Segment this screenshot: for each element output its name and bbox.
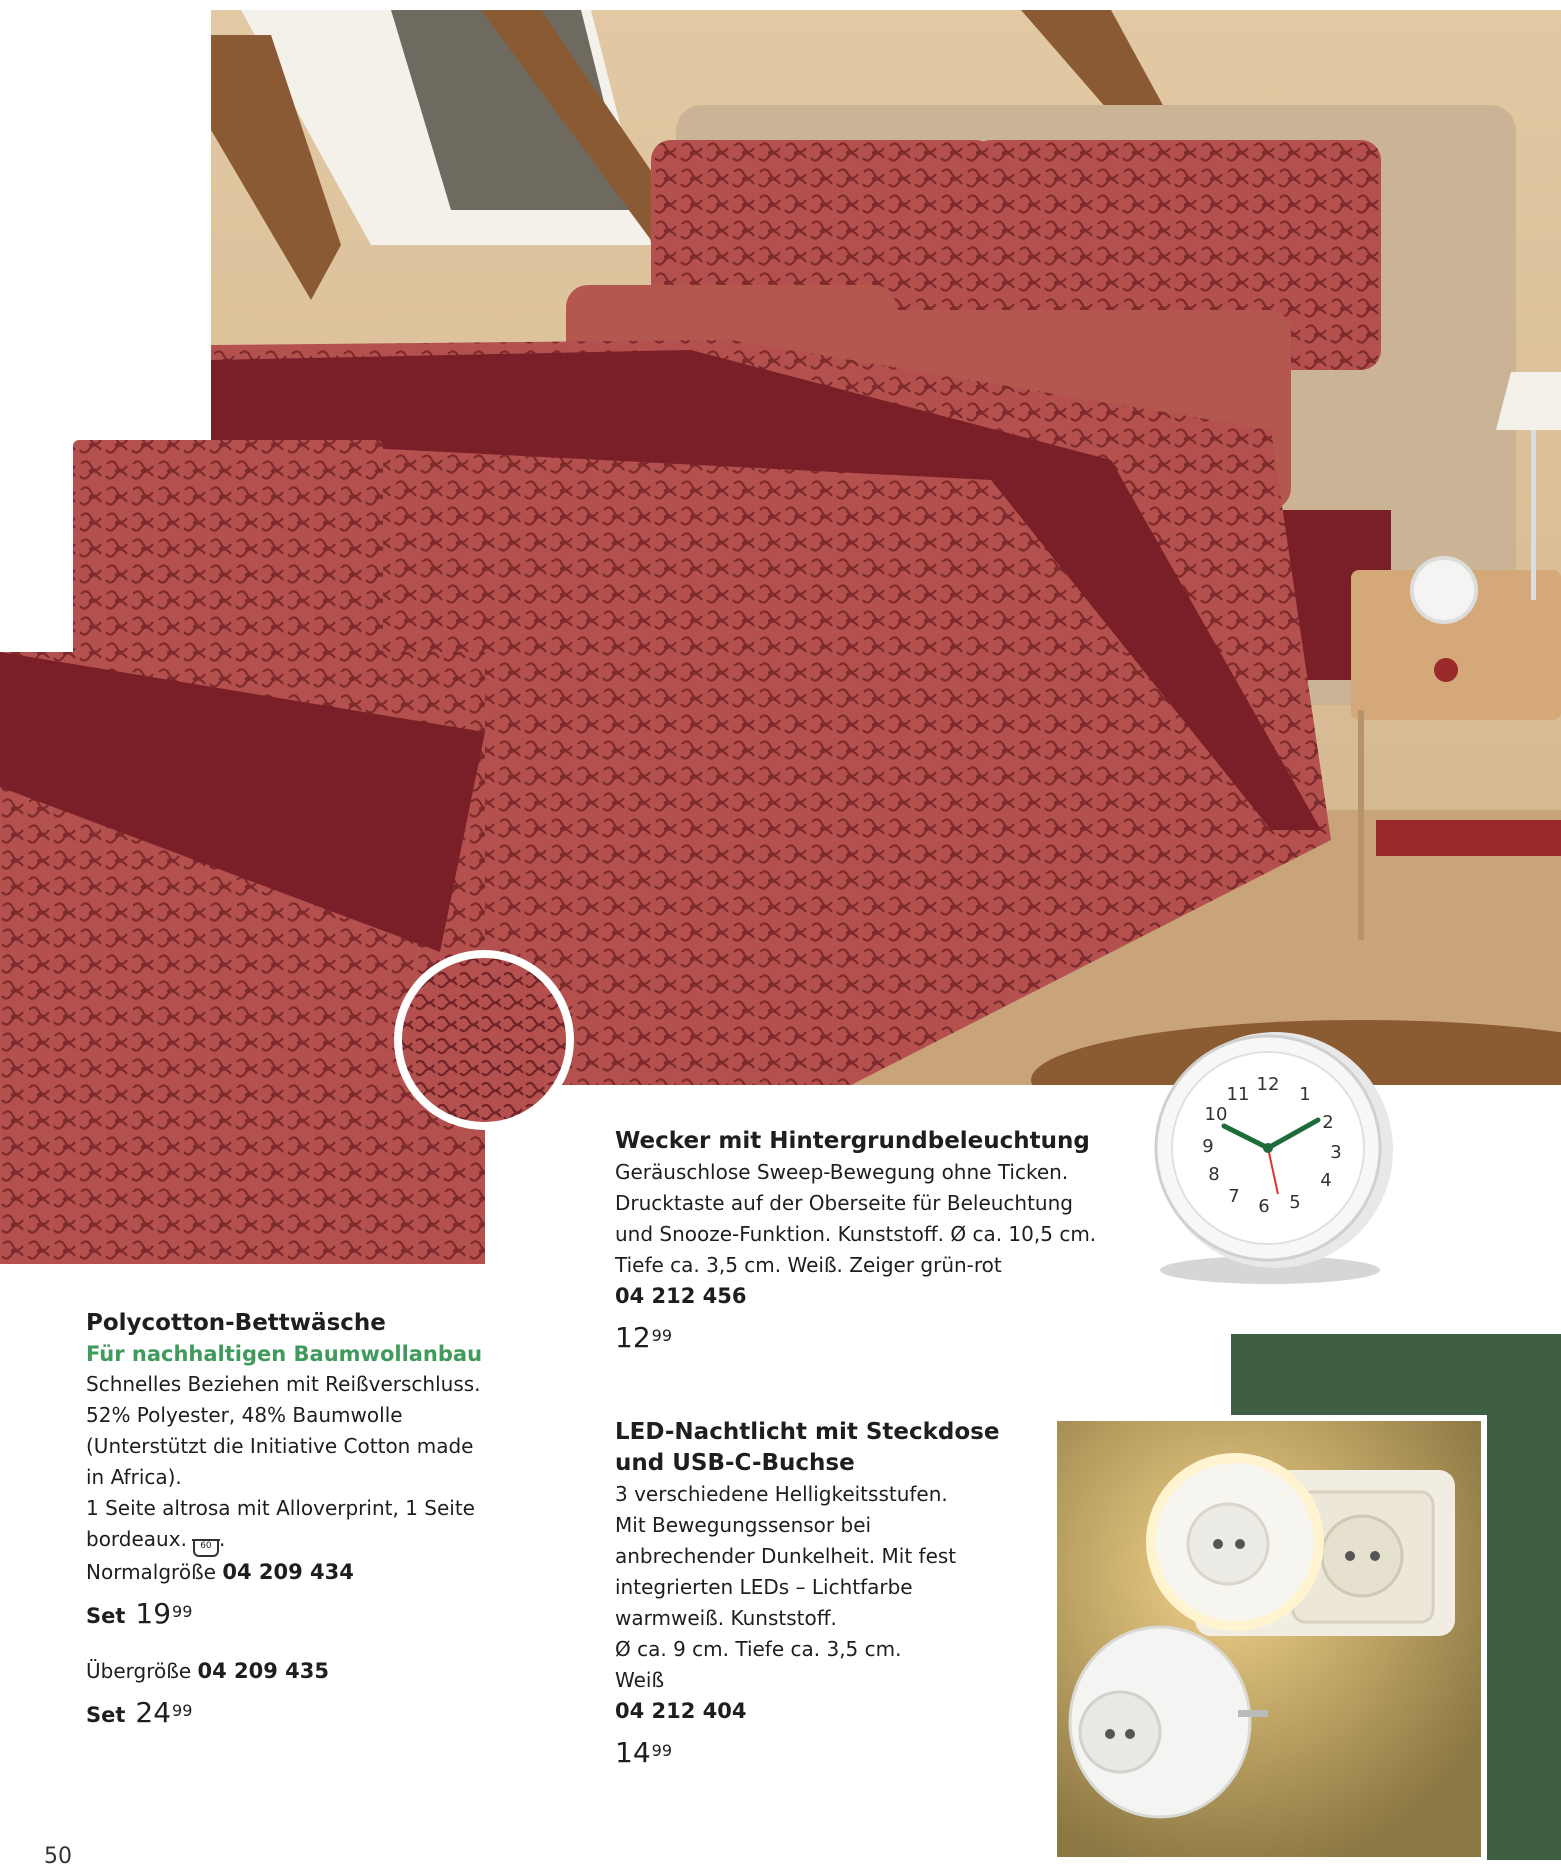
bedding-line-3: (Unterstützt die Initiative Cotton made xyxy=(86,1434,474,1458)
nightlight-line-1: 3 verschiedene Helligkeitsstufen. xyxy=(615,1482,948,1506)
nightlight-line-5: warmweiß. Kunststoff. xyxy=(615,1606,837,1630)
page-number: 50 xyxy=(44,1844,72,1869)
clock-line-3: und Snooze-Funktion. Kunststoff. Ø ca. 10,5 cm. xyxy=(615,1222,1097,1246)
nightlight-photo xyxy=(1050,1414,1490,1860)
clock-price xyxy=(615,1318,1135,1358)
dial-2: 2 xyxy=(1322,1112,1334,1133)
bedding-line-4: in Africa). xyxy=(86,1465,182,1489)
size-normal-label: Normalgröße xyxy=(86,1560,216,1584)
nightlight-price xyxy=(615,1733,1035,1773)
nightlight-line-7: Weiß xyxy=(615,1668,665,1692)
size-over-label: Übergröße xyxy=(86,1659,192,1683)
price-over xyxy=(86,1693,506,1735)
clock-sku: 04 212 456 xyxy=(615,1284,747,1308)
bedding-size-over xyxy=(86,1656,506,1687)
bedding-line-6-text: bordeaux. xyxy=(86,1527,187,1551)
dial-8: 8 xyxy=(1208,1164,1220,1185)
bedding-description xyxy=(86,1308,506,1735)
clock-title: Wecker mit Hintergrundbeleuchtung xyxy=(615,1128,1090,1154)
dial-11: 11 xyxy=(1226,1084,1250,1105)
bedding-subtitle: Für nachhaltigen Baumwollanbau xyxy=(86,1342,483,1366)
dial-1: 1 xyxy=(1299,1084,1311,1105)
clock-line-1: Geräuschlose Sweep-Bewegung ohne Ticken. xyxy=(615,1160,1069,1184)
bedding-line-5: 1 Seite altrosa mit Alloverprint, 1 Seite xyxy=(86,1496,475,1520)
price-normal-cents: 99 xyxy=(172,1602,193,1621)
nightlight-price-cents: 99 xyxy=(651,1741,672,1760)
price-normal-main: 19 xyxy=(135,1597,172,1630)
dial-3: 3 xyxy=(1330,1142,1342,1163)
dial-4: 4 xyxy=(1320,1170,1332,1191)
alarm-clock-photo xyxy=(1140,1020,1400,1290)
size-normal-sku: 04 209 434 xyxy=(222,1560,354,1584)
set-label-over: Set xyxy=(86,1703,126,1727)
dial-7: 7 xyxy=(1228,1186,1240,1207)
nightlight-price-main: 14 xyxy=(615,1736,651,1769)
bedding-line-1: Schnelles Beziehen mit Reißverschluss. xyxy=(86,1372,481,1396)
bedding-line-6: bordeaux. 60 . xyxy=(86,1524,506,1557)
nightlight-title-1: LED-Nachtlicht mit Steckdose xyxy=(615,1419,1000,1445)
wash-60-icon: 60 xyxy=(193,1539,219,1557)
clock-description xyxy=(615,1126,1135,1358)
nightlight-title-2: und USB-C-Buchse xyxy=(615,1450,855,1476)
size-over-sku: 04 209 435 xyxy=(197,1659,330,1683)
dial-9: 9 xyxy=(1202,1136,1214,1157)
price-over-cents: 99 xyxy=(172,1701,193,1720)
dial-10: 10 xyxy=(1204,1104,1228,1125)
nightlight-line-4: integrierten LEDs – Lichtfarbe xyxy=(615,1575,913,1599)
price-normal xyxy=(86,1594,506,1636)
clock-line-2: Drucktaste auf der Oberseite für Beleuchtung xyxy=(615,1191,1073,1215)
nightlight-sku: 04 212 404 xyxy=(615,1699,747,1723)
nightlight-line-2: Mit Bewegungssensor bei xyxy=(615,1513,872,1537)
bedding-line-2: 52% Polyester, 48% Baumwolle xyxy=(86,1403,403,1427)
bedding-title: Polycotton-Bettwäsche xyxy=(86,1310,386,1336)
bedding-size-normal xyxy=(86,1557,506,1588)
clock-price-cents: 99 xyxy=(651,1326,672,1345)
fabric-swatch-circle xyxy=(392,948,576,1132)
nightlight-description xyxy=(615,1417,1035,1773)
clock-price-main: 12 xyxy=(615,1321,651,1354)
clock-line-4: Tiefe ca. 3,5 cm. Weiß. Zeiger grün-rot xyxy=(615,1253,1002,1277)
bedding-flat-photo xyxy=(0,432,485,1264)
nightlight-line-3: anbrechender Dunkelheit. Mit fest xyxy=(615,1544,957,1568)
nightlight-line-6: Ø ca. 9 cm. Tiefe ca. 3,5 cm. xyxy=(615,1637,902,1661)
dial-12: 12 xyxy=(1256,1074,1280,1095)
price-over-main: 24 xyxy=(135,1696,172,1729)
dial-6: 6 xyxy=(1258,1196,1270,1217)
dial-5: 5 xyxy=(1289,1192,1301,1213)
set-label: Set xyxy=(86,1604,126,1628)
